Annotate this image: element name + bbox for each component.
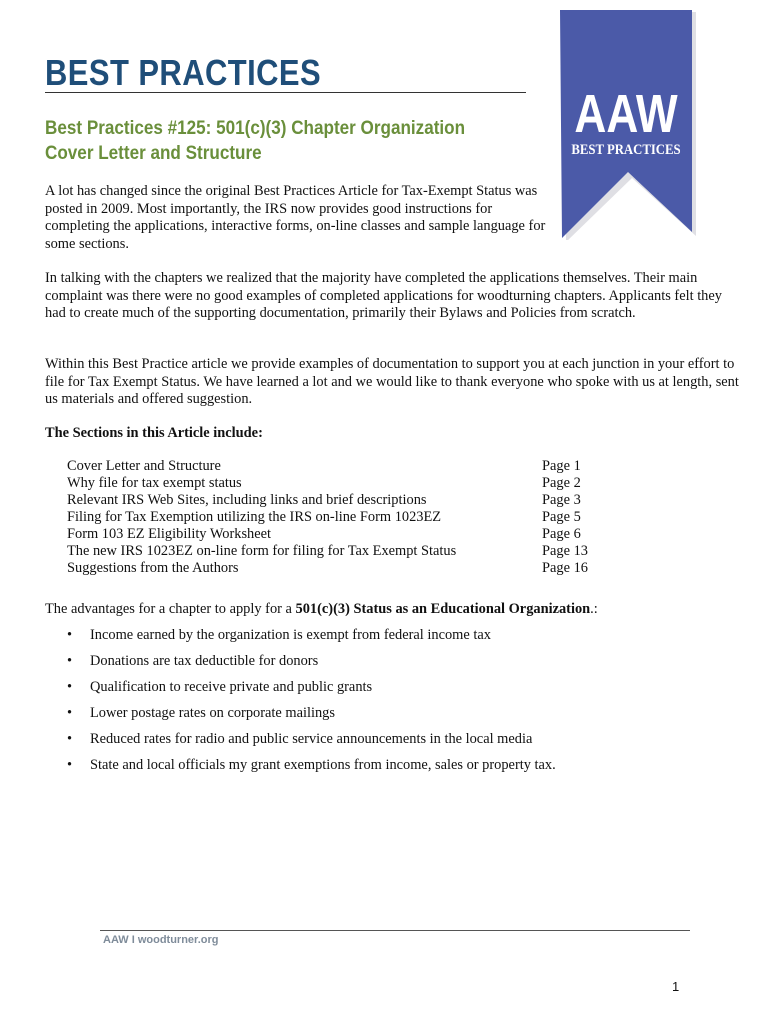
toc-title: Relevant IRS Web Sites, including links and brief descriptions — [67, 492, 427, 508]
toc-page: Page 2 — [542, 475, 581, 491]
bullet-icon: • — [67, 679, 73, 695]
badge-best-practices-text: BEST PRACTICES — [571, 142, 681, 159]
list-item-text: State and local officials my grant exemptions from income, sales or property tax. — [90, 757, 556, 773]
bullet-icon: • — [67, 705, 73, 721]
footer-site-text: AAW I woodturner.org — [103, 934, 219, 946]
list-item-text: Reduced rates for radio and public service announcements in the local media — [90, 731, 533, 747]
toc-page: Page 3 — [542, 492, 581, 508]
advantages-intro-prefix: The advantages for a chapter to apply for a — [45, 601, 296, 617]
toc-page: Page 13 — [542, 543, 588, 559]
article-subtitle — [45, 116, 549, 166]
table-of-contents — [67, 458, 627, 577]
advantages-list — [67, 627, 556, 783]
toc-page: Page 6 — [542, 526, 581, 542]
list-item-text: Lower postage rates on corporate mailings — [90, 705, 335, 721]
list-item — [67, 705, 556, 731]
list-item — [67, 627, 556, 653]
toc-title: Filing for Tax Exemption utilizing the IRS on-line Form 1023EZ — [67, 509, 442, 525]
toc-row — [67, 492, 627, 509]
bullet-icon: • — [67, 757, 73, 773]
intro-paragraph-3: Within this Best Practice article we provide examples of documentation to support you at each junction in your effort to file for Tax Exempt Status. We have learned a lot and we would like to thank everyone who spoke with us at length, sent us materials and offered suggestion. — [45, 356, 739, 407]
aaw-best-practices-ribbon-logo — [560, 10, 696, 240]
list-item — [67, 653, 556, 679]
list-item-text: Qualification to receive private and public grants — [90, 679, 373, 695]
intro-paragraph-1: A lot has changed since the original Best Practices Article for Tax-Exempt Status was posted in 2009. Most importantly, the IRS now provides good instructions for completing the applications, interactive forms, on-line classes and sample language for some sections. — [45, 183, 546, 252]
list-item-text: Income earned by the organization is exempt from federal income tax — [90, 627, 491, 643]
bullet-icon: • — [67, 653, 73, 669]
subtitle-line-2: Cover Letter and Structure — [45, 143, 262, 164]
bullet-icon: • — [67, 731, 73, 747]
footer-divider — [100, 930, 690, 931]
toc-title: Why file for tax exempt status — [67, 475, 242, 491]
sections-heading: The Sections in this Article include: — [45, 425, 263, 441]
toc-row — [67, 458, 627, 475]
list-item — [67, 679, 556, 705]
toc-row — [67, 526, 627, 543]
toc-row — [67, 475, 627, 492]
advantages-intro-bold: 501(c)(3) Status as an Educational Organization — [295, 601, 591, 617]
title-divider — [45, 92, 526, 93]
toc-row — [67, 560, 627, 577]
advantages-intro — [45, 601, 598, 618]
toc-title: The new IRS 1023EZ on-line form for filing for Tax Exempt Status — [67, 543, 457, 559]
toc-page: Page 1 — [542, 458, 581, 474]
bullet-icon: • — [67, 627, 73, 643]
badge-aaw-text: AAW — [574, 83, 678, 145]
page-number: 1 — [672, 979, 680, 994]
toc-row — [67, 543, 627, 560]
list-item — [67, 757, 556, 783]
page-title: BEST PRACTICES — [45, 52, 322, 93]
intro-paragraph-2: In talking with the chapters we realized that the majority have completed the applications themselves. Their main complaint was there were no good examples of completed applications for woodturning chapters. Applicants felt they had to create much of the supporting documentation, primarily their Bylaws and Policies from scratch. — [45, 270, 722, 321]
toc-title: Form 103 EZ Eligibility Worksheet — [67, 526, 272, 542]
list-item — [67, 731, 556, 757]
toc-title: Suggestions from the Authors — [67, 560, 239, 576]
list-item-text: Donations are tax deductible for donors — [90, 653, 319, 669]
advantages-intro-suffix: .: — [590, 601, 598, 617]
subtitle-line-1: Best Practices #125: 501(c)(3) Chapter Organization — [45, 118, 466, 139]
toc-page: Page 5 — [542, 509, 581, 525]
toc-page: Page 16 — [542, 560, 588, 576]
toc-row — [67, 509, 627, 526]
toc-title: Cover Letter and Structure — [67, 458, 221, 474]
